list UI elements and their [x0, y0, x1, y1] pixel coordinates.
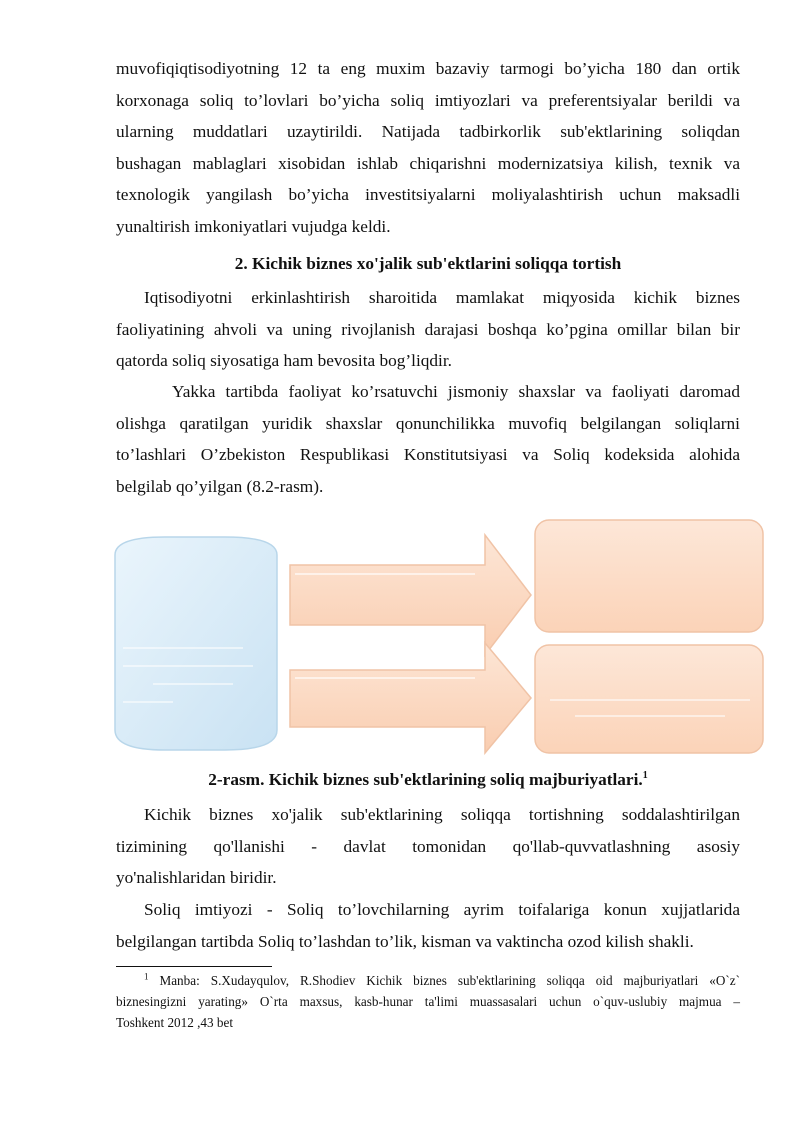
- paragraph-line: belgilab qo’yilgan (8.2-rasm).: [116, 476, 324, 496]
- paragraph-1: [116, 53, 740, 242]
- paragraph-line: yo'nalishlaridan biridir.: [116, 868, 277, 887]
- paragraph-line: tizimining qo'llanishi - davlat tomonidan qo'llab-quvvatlashning asosiy: [116, 836, 740, 856]
- paragraph-5: [116, 894, 740, 957]
- footnote-line: Toshkent 2012 ,43 bet: [116, 1015, 234, 1030]
- paragraph-line: Yakka tartibda faoliyat ko’rsatuvchi jismoniy shaxslar va faoliyati daromad: [172, 382, 740, 401]
- paragraph-line: belgilangan tartibda Soliq to’lashdan to’lik, kisman va vaktincha ozod kilish shakli.: [116, 931, 694, 951]
- footnote-line: [116, 970, 740, 991]
- paragraph-4: [116, 799, 740, 894]
- footnote-mark: 1: [144, 971, 149, 982]
- paragraph-line: olishga qaratilgan yuridik shaxslar qonunchilikka muvofiq belgilangan soliqlarni: [116, 413, 740, 433]
- paragraph-line: qatorda soliq siyosatiga ham bevosita bog’liqdir.: [116, 351, 452, 370]
- footnote-reference[interactable]: 1: [642, 770, 648, 782]
- top-arrow: [290, 535, 531, 655]
- top-arrow-highlight: [295, 573, 475, 575]
- paragraph-line: Kichik biznes xo'jalik sub'ektlarining soliqqa tortishning soddalashtirilgan: [144, 805, 740, 824]
- footnote-line: biznesingizni yarating» O`rta maxsus, kasb-hunar ta'limi muassasalari uchun o`quv-uslubiy majmua –: [116, 994, 740, 1009]
- paragraph-line: muvofiqiqtisodiyotning 12 ta eng muxim bazaviy tarmogi bo’yicha 180 dan ortik: [116, 59, 740, 78]
- bottom-arrow-highlight: [295, 677, 475, 679]
- paragraph-line: faoliyatining ahvoli va uning rivojlanish darajasi boshqa ko’pgina omillar bilan bir: [116, 319, 740, 339]
- taxpayer-box: [115, 537, 277, 750]
- paragraph-line: yunaltirish imkoniyatlari vujudga keldi.: [116, 216, 391, 236]
- paragraph-line: texnologik yangilash bo’yicha investitsiyalarni moliyalashtirish uchun maksadli: [116, 185, 740, 204]
- paragraph-line: Soliq imtiyozi - Soliq to’lovchilarning ayrim toifalariga konun xujjatlarida: [144, 900, 740, 919]
- paragraph-line: ularning muddatlari uzaytirildi. Natijada tadbirkorlik sub'ektlarining soliqdan: [116, 122, 740, 141]
- figure-caption-text: 2-rasm. Kichik biznes sub'ektlarining soliq majburiyatlari.: [208, 770, 643, 789]
- paragraph-2: [116, 282, 740, 377]
- figure-caption: [116, 768, 740, 792]
- footnote: [116, 970, 740, 1033]
- paragraph-3: [116, 376, 740, 502]
- footnote-divider: [116, 966, 272, 967]
- footnote-text: Manba: S.Xudayqulov, R.Shodiev Kichik biznes sub'ektlarining soliqqa oid majburiyatlari «O`z`: [148, 973, 740, 988]
- paragraph-line: to’lashlari O’zbekiston Respublikasi Konstitutsiyasi va Soliq kodeksida alohida: [116, 445, 740, 464]
- section-heading: 2. Kichik biznes xo'jalik sub'ektlarini soliqqa tortish: [234, 254, 622, 273]
- paragraph-line: bushagan mablaglari xisobidan ishlab chiqarishni modernizatsiya kilish, texnik va: [116, 153, 740, 173]
- tax-obligations-diagram: [105, 515, 770, 755]
- bottom-arrow: [290, 643, 531, 753]
- paragraph-line: korxonaga soliq to’lovlari bo’yicha soliq imtiyozlari va preferentsiyalar berildi va: [116, 90, 740, 110]
- tax-obligation-box-top: [535, 520, 763, 632]
- paragraph-line: Iqtisodiyotni erkinlashtirish sharoitida mamlakat miqyosida kichik biznes: [144, 288, 740, 307]
